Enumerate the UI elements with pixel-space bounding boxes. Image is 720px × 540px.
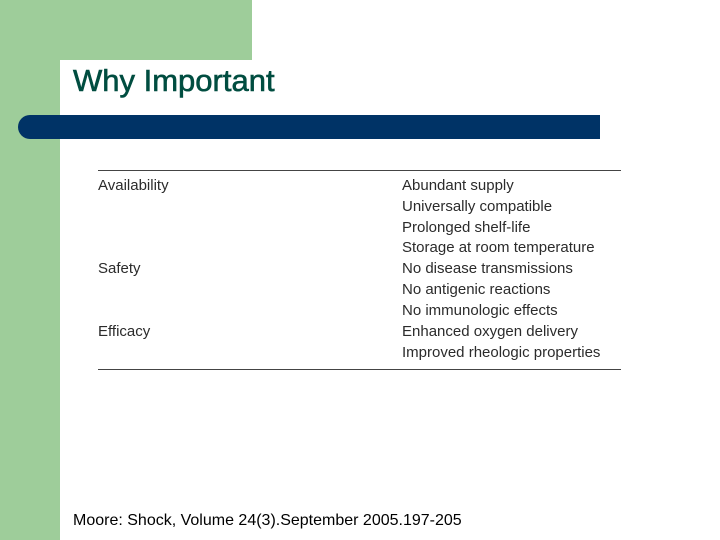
- property-universally-compatible: Universally compatible: [402, 198, 553, 215]
- property-room-temperature-storage: Storage at room temperature: [402, 239, 595, 256]
- decorative-green-top-block: [0, 0, 252, 60]
- property-no-immunologic-effects: No immunologic effects: [402, 302, 558, 319]
- table-top-rule: [98, 170, 621, 171]
- property-no-disease-transmissions: No disease transmissions: [402, 260, 573, 277]
- property-no-antigenic-reactions: No antigenic reactions: [402, 281, 551, 298]
- category-efficacy: Efficacy: [98, 323, 151, 340]
- slide-title: Why Important: [73, 63, 275, 98]
- table-bottom-rule: [98, 369, 621, 370]
- property-improved-rheologic-properties: Improved rheologic properties: [402, 344, 601, 361]
- title-underline-bar: [18, 115, 600, 139]
- property-prolonged-shelf-life: Prolonged shelf-life: [402, 219, 531, 236]
- category-safety: Safety: [98, 260, 141, 277]
- property-abundant-supply: Abundant supply: [402, 177, 514, 194]
- property-enhanced-oxygen-delivery: Enhanced oxygen delivery: [402, 323, 578, 340]
- decorative-green-sidebar: [0, 0, 60, 540]
- category-availability: Availability: [98, 177, 169, 194]
- citation-footer: Moore: Shock, Volume 24(3).September 2005.197-205: [73, 512, 462, 529]
